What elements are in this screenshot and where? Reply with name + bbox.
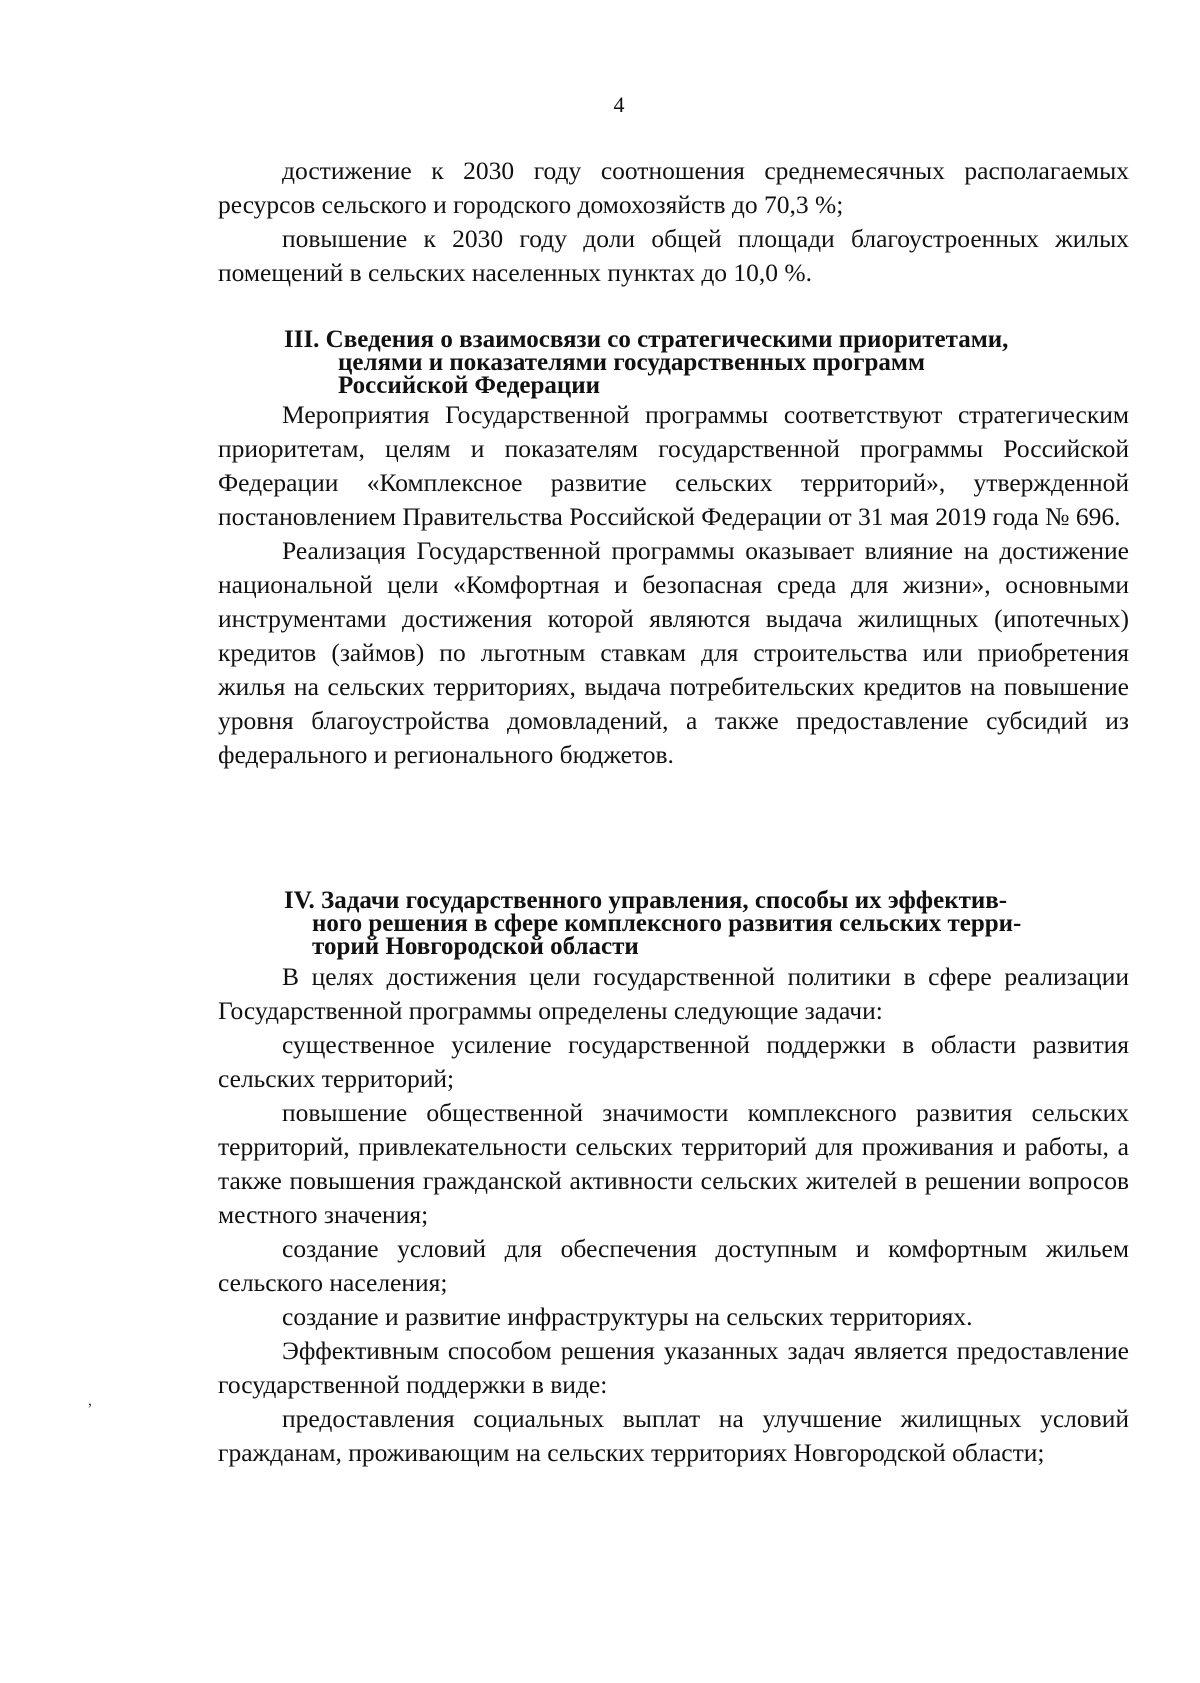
intro-block — [218, 154, 1129, 290]
paragraph: создание и развитие инфраструктуры на сельских территориях. — [282, 1302, 973, 1331]
section-3-body — [218, 398, 1129, 772]
heading-line: ного решения в сфере комплексного развития сельских терри- — [312, 910, 1022, 937]
heading-line: Российской Федерации — [338, 372, 601, 399]
section-4-heading — [218, 889, 1158, 958]
heading-line: IV. Задачи государственного управления, способы их эффектив- — [284, 887, 1008, 914]
heading-line: III. Сведения о взаимосвязи со стратегическими приоритетами, — [284, 326, 1009, 353]
paragraph: создание условий для обеспечения доступным и комфортным жильем сельского населения; — [218, 1234, 1129, 1297]
page-number: 4 — [613, 92, 625, 117]
paragraph: повышение общественной значимости комплексного развития сельских территорий, привлекательности сельских территорий для проживания и работы, а также повышения гражданской активности сельских жителей в решении вопросов местного значения; — [218, 1098, 1129, 1229]
paragraph: предоставления социальных выплат на улучшение жилищных условий гражданам, проживающим на сельских территориях Новгородской области; — [218, 1404, 1129, 1467]
heading-line: целями и показателями государственных программ — [338, 349, 925, 376]
paragraph: существенное усиление государственной поддержки в области развития сельских территорий; — [218, 1030, 1129, 1093]
paragraph: достижение к 2030 году соотношения среднемесячных располагаемых ресурсов сельского и городского домохозяйств до 70,3 %; — [218, 156, 1129, 219]
paragraph: В целях достижения цели государственной политики в сфере реализации Государственной программы определены следующие задачи: — [218, 962, 1129, 1025]
paragraph: Мероприятия Государственной программы соответствуют стратегическим приоритетам, целям и показателям государственной программы Российской Федерации «Комплексное развитие сельских территорий», утвержденной постановлением Правительства Российской Федерации от 31 мая 2019 года № 696. — [218, 400, 1129, 531]
scan-speck: , — [88, 1392, 92, 1409]
section-3-heading — [218, 328, 1158, 397]
heading-line: торий Новгородской области — [312, 933, 639, 960]
paragraph: повышение к 2030 году доли общей площади благоустроенных жилых помещений в сельских населенных пунктах до 10,0 %. — [218, 224, 1129, 287]
paragraph: Реализация Государственной программы оказывает влияние на достижение национальной цели «Комфортная и безопасная среда для жизни», основными инструментами достижения которой являются выдача жилищных (ипотечных) кредитов (займов) по льготным ставкам для строительства или приобретения жилья на сельских территориях, выдача потребительских кредитов на повышение уровня благоустройства домовладений, а также предоставление субсидий из федерального и регионального бюджетов. — [218, 536, 1129, 769]
section-4-body — [218, 960, 1129, 1470]
paragraph: Эффективным способом решения указанных задач является предоставление государственной поддержки в виде: — [218, 1336, 1129, 1399]
